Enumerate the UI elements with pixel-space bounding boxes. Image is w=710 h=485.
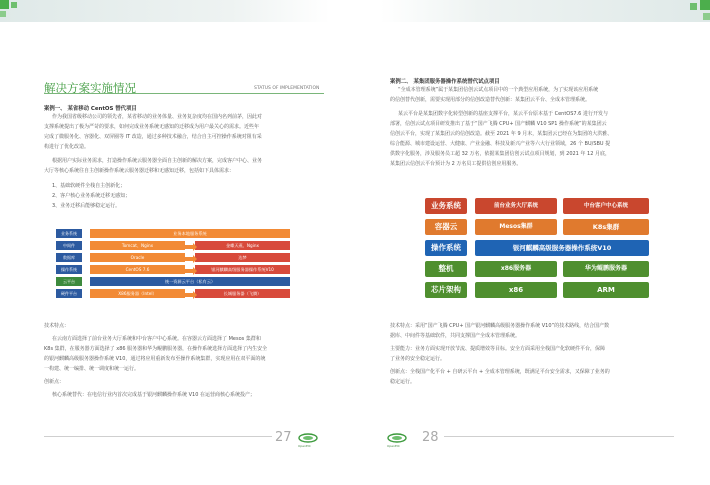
case1-para2-line2: 大厅等核心系统往自主创新操作系统云服务器迁移和无感知迁移，包括如下具体需求： [44, 168, 235, 174]
case1-heading: 案例一、 某省移动 CentOS 替代项目 [44, 106, 137, 112]
os-after: 银河麒麟高级服务器操作系统V10 [195, 265, 290, 274]
case2-para2-line4: 综合能源、城市建设运营、大健康、产业金融、科技及新兴产业等六大行业领域，26 个 BU/SBU 提 [390, 141, 611, 147]
case2-innovation-line2: 稳定运行。 [390, 379, 416, 385]
section-title: 解决方案实施情况 [44, 81, 136, 95]
requirement-item: 1、基础软硬件全栈自主创新化； [52, 183, 126, 189]
case2-architecture-diagram [425, 194, 653, 304]
requirement-item: 3、业务迁移后能够稳定运行。 [52, 203, 121, 209]
case1-para2-line1: 根据用户实际业务需求，打造操作系统云服务器全面自主创新的解决方案，完成客户中心、业务 [52, 158, 263, 164]
k8s-cluster: K8s集群 [563, 219, 649, 235]
case1-para1-line2: 支撑系统提出了极为严苛的要求，如何完成业务系统无感知的迁移成为用户最关心的需求。近些年 [44, 124, 260, 130]
row-label: 业务系统 [56, 229, 82, 238]
openeic-logo [385, 430, 409, 450]
footer-rule [44, 436, 272, 437]
kylin-os-v10: 银河麒麟高级服务器操作系统V10 [475, 240, 649, 256]
case2-para2-line1: 某云平台是某集团数字化转型创新的基座支撑平台，某云平台原本基于 CentOS7.6 进行开发与 [398, 111, 608, 117]
openeic-logo [296, 430, 320, 450]
frontend-hall-system: 前台业务大厅系统 [475, 198, 557, 214]
tech-label: 技术特点： [44, 323, 70, 329]
innovation-text: 核心系统替代：在电信行业内首次完成基于银河麒麟操作系统 V10 在运营商核心系统投产； [52, 392, 255, 398]
case2-para1-line1: “全成本管理系统”属于某集团信创云试点项目中的一个典型应用系统，为了实现该应用系统 [398, 87, 599, 93]
case2-heading: 案例二、 某集团服务器操作系统替代试点项目 [390, 79, 500, 85]
row-label: 操作系统 [56, 265, 82, 274]
cloud-platform-bar: 统一资源云平台（私有云） [90, 277, 290, 286]
database-after: 达梦 [195, 253, 290, 262]
case2-capability-line2: 了业务的安全稳定运行。 [390, 356, 446, 362]
middleware-before: Tomcat、Nginx [90, 241, 185, 250]
layer-label: 芯片架构 [425, 282, 467, 298]
logo-text: OpenEIC [387, 444, 400, 448]
tech-text-line2: K8s 集群，在服务器方面选择了 x86 服务器和华为鲲鹏服务器，在操作系统选择方面选择了内生安全 [44, 346, 268, 352]
x86-server: x86服务器 [475, 261, 557, 277]
case2-para2-line5: 供数字化服务，涉及服务员工超 32 万名，依据某集团信创云试点项目规划，到 2021 年 12 月底， [390, 151, 610, 157]
mesos-cluster: Mesos集群 [475, 219, 557, 235]
business-system-bar: 业务本地服务系统 [90, 229, 290, 238]
case2-tech-line1: 技术特点：采用“国产飞腾 CPU+ 国产银河麒麟高级服务器操作系统 V10”的技术路线，结合国产数 [390, 323, 610, 329]
hardware-after: 长城服务器（飞腾） [195, 289, 290, 298]
title-divider [44, 93, 324, 94]
logo-mark-icon [385, 431, 409, 445]
customer-center-system: 中台客户中心系统 [563, 198, 649, 214]
middleware-after: 金蝶天燕、Nginx [195, 241, 290, 250]
case2-tech-line2: 据库、中间件等基础软件，共同支撑国产全成本管理系统。 [390, 333, 521, 339]
database-before: Oracle [90, 253, 185, 262]
migration-arrows [184, 243, 198, 303]
x86-chip: x86 [475, 282, 557, 298]
case2-capability-line1: 主要能力：业务方面实现开放节流、提质增效等目标。安全方面采用全栈国产化软硬件平台，保障 [390, 346, 606, 352]
requirement-item: 2、客户核心业务系统迁移无感知； [52, 193, 131, 199]
case1-para1-line3: 完成了微服务化、容器化、双屏圈等 IT 改造，通过多种技术融合，结合自主可控操作系统对阻有采 [44, 134, 262, 140]
row-label: 数据库 [56, 253, 82, 262]
os-before: CentOS 7.6 [90, 265, 185, 274]
footer-rule [444, 436, 674, 437]
case2-para2-line3: 信创云平台，实现了某集团云的信创改造。截至 2021 年 9 月末，某集团云已经在为集团的大洪雅、 [390, 131, 613, 137]
innovation-label: 创新点： [44, 379, 65, 385]
page-number: 27 [275, 430, 292, 445]
tech-text-line3: 的银河麒麟高级服务器操作系统 V10，通过将应用重新发布至操作系统集群，实现应用在双平面的统 [44, 356, 266, 362]
layer-label: 业务系统 [425, 198, 467, 214]
case2-para2-line6: 某集团云信创云平台预计为 2 万名员工提供信创应用服务。 [390, 161, 522, 167]
row-label: 硬件平台 [56, 289, 82, 298]
tech-text-line1: 在云南方面选择了前台业务大厅系统和中台客户中心系统。在容器云方面选择了 Mesos 集群和 [52, 336, 261, 342]
layer-label: 整机 [425, 261, 467, 277]
logo-mark-icon [296, 431, 320, 445]
case2-para1-line2: 的信创替代创新，需要实现用部分的信创改造替代创新：某集团云平台、全成本管理系统。 [390, 97, 591, 103]
hardware-before: X86服务器（Intel） [90, 289, 185, 298]
row-label: 中间件 [56, 241, 82, 250]
tech-text-line4: 一构建、统一编排、统一调度和统一运行。 [44, 366, 140, 372]
case2-para2-line2: 部署，信创云试点项目研发推出了基于“国产飞腾 CPU+ 国产麒麟 V10 SP1 操作系统”的某集团云 [390, 121, 607, 127]
row-label: 云平台 [56, 277, 82, 286]
case1-para1-line1: 作为我国省级移动公司的领先者，某省移动的业务体量、业务复杂度均在国内名列前茅，因此对 [52, 114, 263, 120]
page-number: 28 [422, 430, 439, 445]
section-tag: STATUS OF IMPLEMENTATION [254, 86, 320, 91]
case1-para1-line4: 构进行了优化改造。 [44, 144, 90, 150]
case2-innovation-line1: 创新点：全栈国产化平台 + 自研云平台 + 全成本管理系统，既满足平台安全需求，又保障了业务的 [390, 369, 610, 375]
layer-label: 操作系统 [425, 240, 467, 256]
kunpeng-server: 华为鲲鹏服务器 [563, 261, 649, 277]
arm-chip: ARM [563, 282, 649, 298]
case1-architecture-diagram [44, 227, 304, 315]
logo-text: OpenEIC [298, 444, 311, 448]
layer-label: 容器云 [425, 219, 467, 235]
